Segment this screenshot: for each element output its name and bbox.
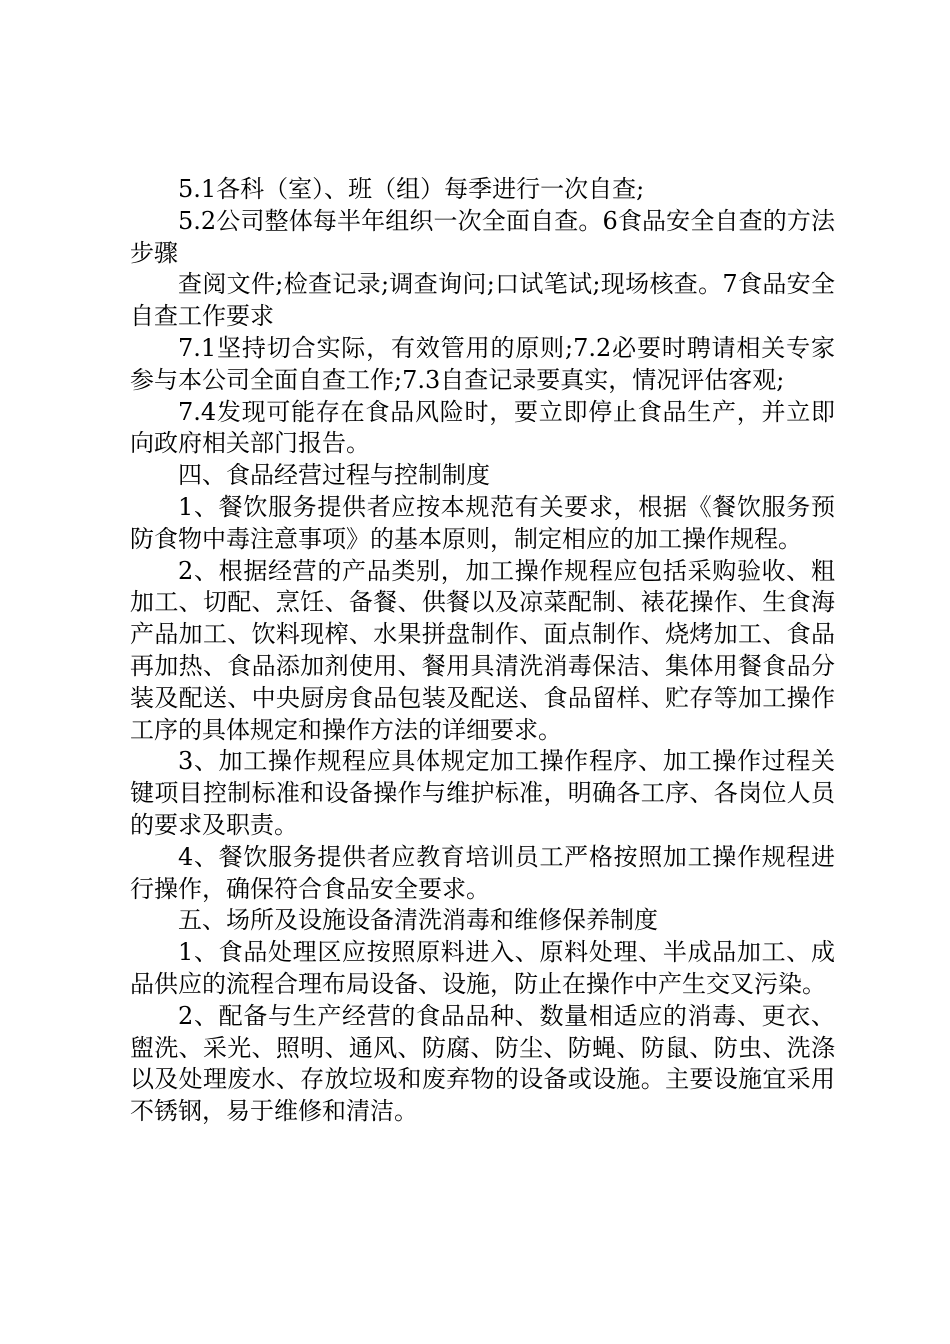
- document-body: [130, 174, 835, 1128]
- paragraph-4-1: 1、餐饮服务提供者应按本规范有关要求，根据《餐饮服务预防食物中毒注意事项》的基本原则，制定相应的加工操作规程。: [130, 492, 835, 553]
- paragraph-4-4: 4、餐饮服务提供者应教育培训员工严格按照加工操作规程进行操作，确保符合食品安全要求。: [130, 842, 835, 903]
- paragraph-7-4: 7.4发现可能存在食品风险时，要立即停止食品生产，并立即向政府相关部门报告。: [130, 397, 835, 458]
- paragraph-7-1: 7.1坚持切合实际，有效管用的原则;7.2必要时聘请相关专家参与本公司全面自查工作;7.3自查记录要真实，情况评估客观;: [130, 333, 835, 394]
- paragraph-5-1: 5.1各科（室）、班（组）每季进行一次自查;: [178, 175, 645, 203]
- paragraph-5-item-2: 2、配备与生产经营的食品品种、数量相适应的消毒、更衣、盥洗、采光、照明、通风、防腐、防尘、防蝇、防鼠、防虫、洗涤以及处理废水、存放垃圾和废弃物的设备或设施。主要设施宜采用不锈钢，易于维修和清洁。: [130, 1001, 835, 1126]
- paragraph-methods: 查阅文件;检查记录;调查询问;口试笔试;现场核查。7食品安全自查工作要求: [130, 270, 835, 331]
- paragraph-5-item-1: 1、食品处理区应按照原料进入、原料处理、半成品加工、成品供应的流程合理布局设备、设施，防止在操作中产生交叉污染。: [130, 938, 835, 998]
- paragraph-5-2: 5.2公司整体每半年组织一次全面自查。6食品安全自查的方法步骤: [130, 206, 835, 267]
- paragraph-4-3: 3、加工操作规程应具体规定加工操作程序、加工操作过程关键项目控制标准和设备操作与维护标准，明确各工序、各岗位人员的要求及职责。: [130, 747, 835, 839]
- section-heading-4: 四、食品经营过程与控制制度: [178, 461, 490, 490]
- section-heading-5: 五、场所及设施设备清洗消毒和维修保养制度: [178, 906, 658, 935]
- paragraph-4-2: 2、根据经营的产品类别，加工操作规程应包括采购验收、粗加工、切配、烹饪、备餐、供餐以及凉菜配制、裱花操作、生食海产品加工、饮料现榨、水果拼盘制作、面点制作、烧烤加工、食品再加热、食品添加剂使用、餐用具清洗消毒保洁、集体用餐食品分装及配送、中央厨房食品包装及配送、食品留样、贮存等加工操作工序的具体规定和操作方法的详细要求。: [130, 556, 835, 744]
